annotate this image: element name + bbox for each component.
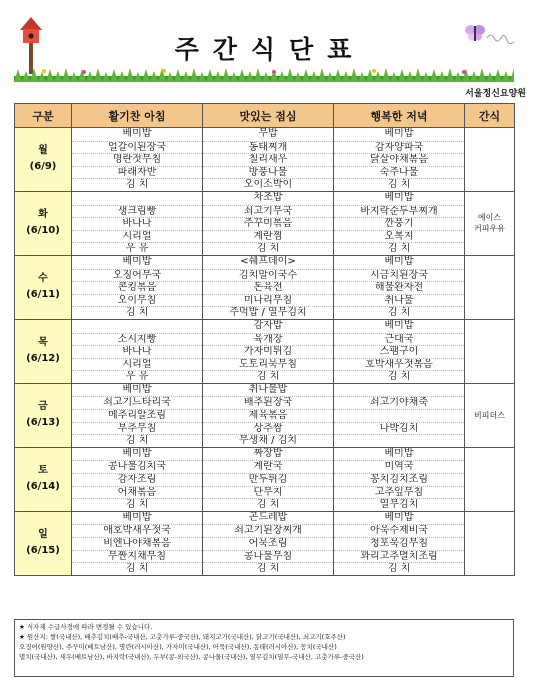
- lunch-cell: [203, 319, 334, 383]
- lunch-cell: [203, 191, 334, 255]
- menu-item: 김 치: [72, 562, 202, 575]
- lunch-cell: [203, 511, 334, 575]
- menu-item: 김 치: [72, 498, 202, 511]
- menu-item: [72, 192, 202, 205]
- menu-item: 김 치: [203, 370, 333, 383]
- day-date: (6/10): [26, 225, 60, 237]
- menu-item: 방풍나물: [203, 166, 333, 179]
- menu-item: 시리얼: [72, 230, 202, 243]
- column-header-dinner: 행복한 저녁: [334, 104, 465, 128]
- menu-item: 미나리무침: [203, 294, 333, 307]
- snack-item: 비피더스: [474, 410, 505, 420]
- menu-item: 나박김치: [334, 422, 464, 435]
- menu-item: 청포묵김무침: [334, 537, 464, 550]
- menu-item: 바지락순두부찌개: [334, 205, 464, 218]
- page-header: [0, 0, 540, 99]
- menu-item: 오이무침: [72, 294, 202, 307]
- snack-cell: [465, 319, 515, 383]
- menu-item: 베미밥: [384, 255, 414, 267]
- menu-item: 아욱수제비국: [334, 524, 464, 537]
- weekly-menu-table: [14, 103, 515, 576]
- breakfast-cell: [72, 447, 203, 511]
- table-row: [15, 383, 515, 447]
- day-label: 토: [38, 465, 48, 477]
- table-header-row: [15, 104, 515, 128]
- menu-item: 제육볶음: [203, 409, 333, 422]
- menu-item: 만두튀김: [203, 473, 333, 486]
- menu-item: 콘킹볶음: [72, 281, 202, 294]
- menu-item: 바나나: [72, 345, 202, 358]
- day-label: 금: [38, 401, 48, 413]
- column-header-snack: 간식: [465, 104, 515, 128]
- organization-name: 서울정신요양원: [465, 89, 526, 99]
- snack-item: 에이스: [477, 213, 502, 223]
- menu-item: 차조밥: [253, 191, 283, 203]
- menu-item: 콩나물무침: [203, 550, 333, 563]
- menu-item: 오징어무국: [72, 269, 202, 282]
- dinner-cell: [334, 128, 465, 192]
- snack-cell: [465, 191, 515, 255]
- day-cell: [15, 511, 72, 575]
- menu-item: 애호박새우젓국: [72, 524, 202, 537]
- menu-item: 단무지: [203, 486, 333, 499]
- menu-item: 닭살야채볶음: [334, 153, 464, 166]
- menu-item: 상추쌈: [203, 422, 333, 435]
- lunch-cell: [203, 255, 334, 319]
- snack-cell: [465, 128, 515, 192]
- menu-item: 무짠지채무침: [72, 550, 202, 563]
- day-date: (6/15): [26, 545, 60, 557]
- menu-item: 소시지빵: [72, 333, 202, 346]
- menu-item: 열무김치: [334, 498, 464, 511]
- column-header-breakfast: 활기찬 아침: [72, 104, 203, 128]
- menu-item: 쇠고기느타리국: [72, 396, 202, 409]
- snack-cell: [465, 255, 515, 319]
- note-line: ★ 식자재 수급사정에 따라 변경될 수 있습니다.: [19, 623, 153, 631]
- breakfast-cell: [72, 128, 203, 192]
- menu-item: 바나나: [72, 217, 202, 230]
- menu-item: [334, 409, 464, 422]
- note-line: 오징어(원양산), 주꾸미(베트남산), 명란(러시아산), 가자미(국내산), 어묵(국내산), 동태(러시아산), 꽁치(국내산): [19, 643, 337, 651]
- menu-item: 우 유: [72, 370, 202, 383]
- menu-item: 얼갈이된장국: [72, 141, 202, 154]
- breakfast-cell: [72, 319, 203, 383]
- menu-item: 베미밥: [384, 319, 414, 331]
- menu-item: 동태찌개: [203, 141, 333, 154]
- day-date: (6/9): [29, 161, 57, 173]
- day-date: (6/11): [26, 289, 60, 301]
- dinner-cell: [334, 511, 465, 575]
- dinner-cell: [334, 255, 465, 319]
- menu-item: 명란젓무침: [72, 153, 202, 166]
- page-title: 주간식단표: [174, 35, 366, 64]
- menu-item: [334, 384, 464, 397]
- menu-item: 쇠고기야채죽: [334, 396, 464, 409]
- menu-item: 생크림빵: [72, 205, 202, 218]
- breakfast-cell: [72, 383, 203, 447]
- menu-item: 취나물: [334, 294, 464, 307]
- menu-item: 계란찜: [203, 230, 333, 243]
- day-date: (6/13): [26, 417, 60, 429]
- note-line: 멸치(국내산), 새우(베트남산), 바지락(국내산), 두부(콩-외국산), 콩나물(국내산), 열무김치(열무-국내산, 고춧가루-중국산): [19, 653, 364, 661]
- dinner-cell: [334, 383, 465, 447]
- menu-item: 무밥: [258, 128, 278, 139]
- menu-item: 짜장밥: [253, 447, 283, 459]
- menu-item: 시금치된장국: [334, 269, 464, 282]
- table-row: [15, 447, 515, 511]
- menu-item: 김 치: [203, 242, 333, 255]
- day-cell: [15, 447, 72, 511]
- flight-trail-icon: [486, 30, 516, 50]
- day-label: 화: [38, 209, 48, 221]
- table-row: [15, 128, 515, 192]
- menu-item: 쇠고기무국: [203, 205, 333, 218]
- lunch-cell: [203, 447, 334, 511]
- day-cell: [15, 128, 72, 192]
- day-cell: [15, 383, 72, 447]
- day-date: (6/14): [26, 481, 60, 493]
- day-cell: [15, 255, 72, 319]
- snack-item: 커피우유: [474, 224, 505, 234]
- birdhouse-icon: [18, 14, 44, 74]
- menu-item: 감자조림: [72, 473, 202, 486]
- day-label: 수: [38, 273, 48, 285]
- breakfast-cell: [72, 511, 203, 575]
- menu-item: 콩나물김치국: [72, 460, 202, 473]
- menu-item: 꽁치김치조림: [334, 473, 464, 486]
- day-cell: [15, 319, 72, 383]
- table-row: [15, 319, 515, 383]
- menu-item: 돈육전: [203, 281, 333, 294]
- menu-item: 베미밥: [384, 511, 414, 523]
- menu-item: 오복지: [334, 230, 464, 243]
- menu-item: 주먹밥 / 열무김치: [203, 306, 333, 319]
- menu-item: 근대국: [334, 333, 464, 346]
- menu-item: 고추잎무침: [334, 486, 464, 499]
- menu-item: 김 치: [72, 306, 202, 319]
- menu-item: 곤드레밥: [248, 511, 288, 523]
- table-row: [15, 511, 515, 575]
- day-date: (6/12): [26, 353, 60, 365]
- dinner-cell: [334, 191, 465, 255]
- menu-item: [334, 434, 464, 447]
- menu-item: 숙주나물: [334, 166, 464, 179]
- menu-item: 김 치: [334, 178, 464, 191]
- snack-cell: [465, 511, 515, 575]
- menu-item: 감자밥: [253, 319, 283, 331]
- menu-item: 배추된장국: [203, 396, 333, 409]
- menu-item: 감자양파국: [334, 141, 464, 154]
- menu-item: 미역국: [334, 460, 464, 473]
- menu-item: 계란국: [203, 460, 333, 473]
- menu-item: 베미밥: [384, 447, 414, 459]
- grass-decoration: [14, 66, 514, 82]
- menu-item: 부추무침: [72, 422, 202, 435]
- menu-item: 깐풍기: [334, 217, 464, 230]
- table-row: [15, 255, 515, 319]
- menu-item: 베미밥: [122, 128, 152, 139]
- column-header-category: 구분: [15, 104, 72, 128]
- menu-item: 스팸구이: [334, 345, 464, 358]
- menu-item: 우 유: [72, 242, 202, 255]
- menu-item: 비엔나야채볶음: [72, 537, 202, 550]
- menu-item: 쇠고기된장찌개: [203, 524, 333, 537]
- breakfast-cell: [72, 255, 203, 319]
- menu-item: 김 치: [334, 306, 464, 319]
- day-label: 월: [38, 145, 48, 157]
- menu-item: 칠리새우: [203, 153, 333, 166]
- notes-box: [14, 619, 514, 677]
- menu-item: 파래자반: [72, 166, 202, 179]
- lunch-cell: [203, 128, 334, 192]
- note-line: ★ 원산지: 쌀(국내산), 배추김치(배추-국내산, 고춧가루-중국산), 돼지고기(국내산), 닭고기(국내산), 쇠고기(호주산): [19, 633, 346, 641]
- day-label: 목: [38, 337, 48, 349]
- menu-item: 호박새우젓볶음: [334, 358, 464, 371]
- column-header-lunch: 맛있는 점심: [203, 104, 334, 128]
- day-cell: [15, 191, 72, 255]
- menu-item: 육개장: [203, 333, 333, 346]
- menu-item: 주꾸미볶음: [203, 217, 333, 230]
- breakfast-cell: [72, 191, 203, 255]
- menu-item: 취나물밥: [248, 383, 288, 395]
- menu-item: 베미밥: [122, 383, 152, 395]
- snack-cell: [465, 447, 515, 511]
- menu-item: 베미밥: [384, 191, 414, 203]
- menu-item: 김치말이국수: [203, 269, 333, 282]
- menu-item: 베미밥: [384, 128, 414, 139]
- menu-item: 김 치: [203, 498, 333, 511]
- butterfly-icon: [464, 22, 486, 44]
- day-label: 일: [38, 529, 48, 541]
- menu-item: 베미밥: [122, 511, 152, 523]
- table-body: [15, 128, 515, 576]
- menu-item: 김 치: [334, 242, 464, 255]
- lunch-cell: [203, 383, 334, 447]
- menu-item: 시리얼: [72, 358, 202, 371]
- menu-item: 김 치: [72, 178, 202, 191]
- menu-item: 어묵조림: [203, 537, 333, 550]
- snack-cell: [465, 383, 515, 447]
- menu-item: 가자미튀김: [203, 345, 333, 358]
- menu-item: 김 치: [72, 434, 202, 447]
- table-row: [15, 191, 515, 255]
- menu-item: 무생채 / 김치: [203, 434, 333, 447]
- menu-item: 해물완자전: [334, 281, 464, 294]
- menu-item: 김 치: [203, 562, 333, 575]
- menu-item: 베미밥: [122, 255, 152, 267]
- menu-item: 어채볶음: [72, 486, 202, 499]
- dinner-cell: [334, 447, 465, 511]
- menu-item: 베미밥: [122, 447, 152, 459]
- menu-item: [72, 320, 202, 333]
- menu-item: 도토리묵무침: [203, 358, 333, 371]
- menu-item: 김 치: [334, 370, 464, 383]
- menu-item: 꽈리고추멸치조림: [334, 550, 464, 563]
- menu-item: 김 치: [334, 562, 464, 575]
- menu-item: 메추리알조림: [72, 409, 202, 422]
- menu-item: <쉐프데이>: [240, 255, 296, 267]
- dinner-cell: [334, 319, 465, 383]
- menu-item: 오이소박이: [203, 178, 333, 191]
